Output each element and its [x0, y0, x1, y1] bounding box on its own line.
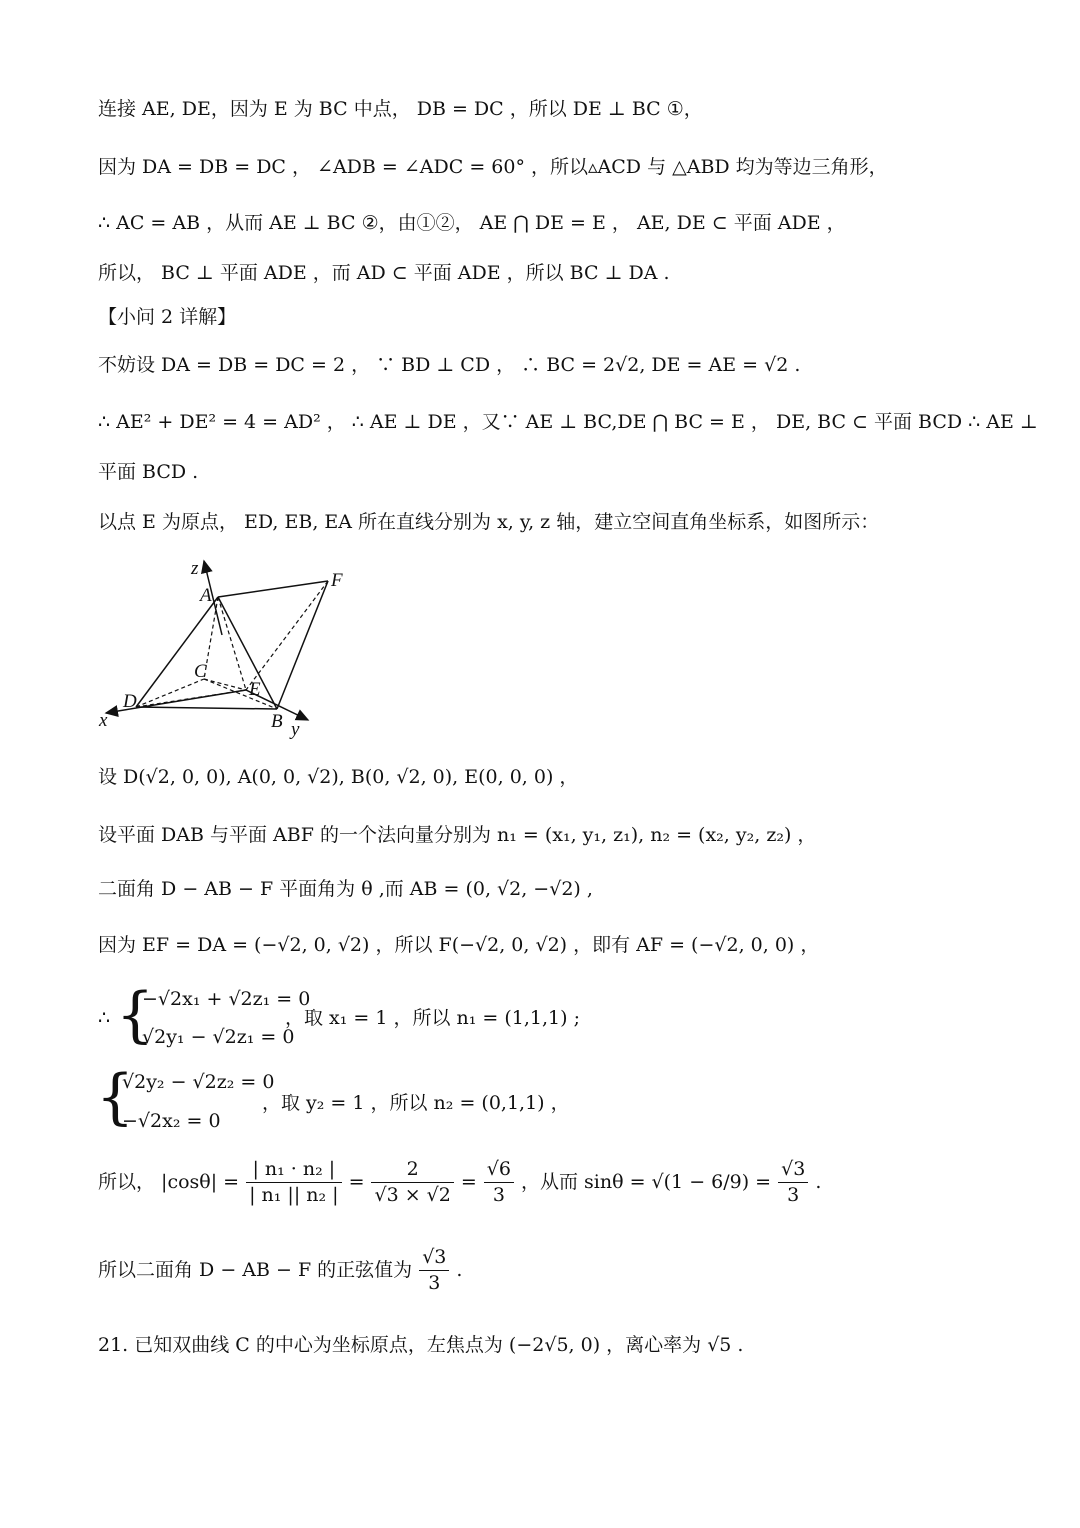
label-f: F: [331, 570, 343, 591]
cos-eq-2: =: [460, 1171, 477, 1193]
sys2-eq-a: √2y₂ − √2z₂ = 0: [122, 1071, 275, 1093]
cos-frac-2: [371, 1160, 453, 1205]
hidden-edges: [136, 581, 328, 709]
answer-line: [98, 1248, 462, 1293]
sys2-eq-b: −√2x₂ = 0: [122, 1110, 221, 1132]
sin-expression: ，从而 sinθ = √(1 − 6/9) =: [521, 1171, 772, 1193]
text-line-7: ∴ AE² + DE² = 4 = AD² ， ∴ AE ⊥ DE ，又∵ AE ⊥ BC,DE ⋂ BC = E ， DE, BC ⊂ 平面 BCD ∴ AE ⊥: [98, 411, 1038, 433]
sys2-tail: ，取 y₂ = 1 ，所以 n₂ = (0,1,1) ，: [262, 1092, 570, 1114]
label-b: B: [271, 711, 283, 732]
label-e: E: [249, 679, 261, 700]
text-line-9: 以点 E 为原点， ED, EB, EA 所在直线分别为 x, y, z 轴，建立空间直角坐标系，如图所示：: [98, 511, 880, 533]
cos-eq-1: =: [348, 1171, 365, 1193]
text-line-1: 连接 AE, DE，因为 E 为 BC 中点， DB = DC ，所以 DE ⊥ BC ①，: [98, 98, 703, 120]
answer-prefix: 所以二面角 D − AB − F 的正弦值为: [98, 1259, 413, 1281]
sys1-eq-a: −√2x₁ + √2z₁ = 0: [142, 988, 311, 1010]
label-a: A: [200, 585, 212, 606]
edge-af: [218, 581, 328, 597]
sin-frac: [778, 1160, 808, 1205]
edge-db: [136, 707, 277, 709]
edge-ab: [218, 597, 277, 709]
text-line-8: 平面 BCD .: [98, 461, 199, 483]
cos-frac-3-num: √6: [484, 1160, 514, 1183]
sin-frac-num: √3: [778, 1160, 808, 1183]
edge-fb: [277, 581, 328, 709]
cos-frac-3-den: 3: [492, 1184, 505, 1206]
cos-frac-1-den: | n₁ || n₂ |: [249, 1184, 339, 1206]
label-c: C: [194, 661, 207, 682]
geometry-figure: [96, 555, 356, 740]
text-line-11: 设平面 DAB 与平面 ABF 的一个法向量分别为 n₁ = (x₁, y₁, z₁), n₂ = (x₂, y₂, z₂) ，: [98, 824, 817, 846]
text-line-6: 不妨设 DA = DB = DC = 2 ， ∵ BD ⊥ CD ， ∴ BC = 2√2, DE = AE = √2 .: [98, 354, 801, 376]
text-line-10: 设 D(√2, 0, 0), A(0, 0, √2), B(0, √2, 0), E(0, 0, 0) ，: [98, 766, 579, 788]
cos-frac-1-num: | n₁ · n₂ |: [246, 1160, 341, 1183]
text-line-2: 因为 DA = DB = DC ， ∠ADB = ∠ADC = 60° ，所以▵ACD 与 △ABD 均为等边三角形，: [98, 156, 888, 178]
text-line-4: 所以， BC ⊥ 平面 ADE ，而 AD ⊂ 平面 ADE ，所以 BC ⊥ DA .: [98, 262, 670, 284]
label-x: x: [99, 710, 108, 731]
sin-frac-den: 3: [787, 1184, 800, 1206]
cos-end: .: [815, 1171, 822, 1193]
cos-frac-3: [484, 1160, 514, 1205]
label-z: z: [191, 558, 199, 579]
label-d: D: [123, 691, 137, 712]
cosine-line: [98, 1160, 821, 1205]
cos-frac-2-den: √3 × √2: [374, 1184, 451, 1206]
cos-frac-2-num: 2: [371, 1160, 453, 1183]
answer-frac-num: √3: [419, 1248, 449, 1271]
text-line-13: 因为 EF = DA = (−√2, 0, √2) ，所以 F(−√2, 0, √2) ，即有 AF = (−√2, 0, 0) ，: [98, 934, 820, 956]
answer-frac-den: 3: [428, 1272, 441, 1294]
question-21: 21. 已知双曲线 C 的中心为坐标原点，左焦点为 (−2√5, 0) ，离心率为 √5 .: [98, 1334, 744, 1356]
answer-frac: [419, 1248, 449, 1293]
text-line-3: ∴ AC = AB ，从而 AE ⊥ BC ②，由①②， AE ⋂ DE = E ， AE, DE ⊂ 平面 ADE ，: [98, 212, 846, 234]
brace-1: {: [116, 980, 155, 1050]
cos-prefix: 所以， |cosθ| =: [98, 1171, 240, 1193]
text-line-12: 二面角 D − AB − F 平面角为 θ ,而 AB = (0, √2, −√2) ,: [98, 878, 593, 900]
section-heading: 【小问 2 详解】: [98, 306, 237, 328]
sys1-tail: ，取 x₁ = 1 ，所以 n₁ = (1,1,1) ;: [285, 1007, 581, 1029]
label-y: y: [291, 719, 300, 740]
cos-frac-1: [246, 1160, 341, 1205]
brace-2: {: [96, 1062, 135, 1132]
sys1-eq-b: √2y₁ − √2z₁ = 0: [142, 1026, 295, 1048]
answer-end: .: [456, 1259, 463, 1281]
